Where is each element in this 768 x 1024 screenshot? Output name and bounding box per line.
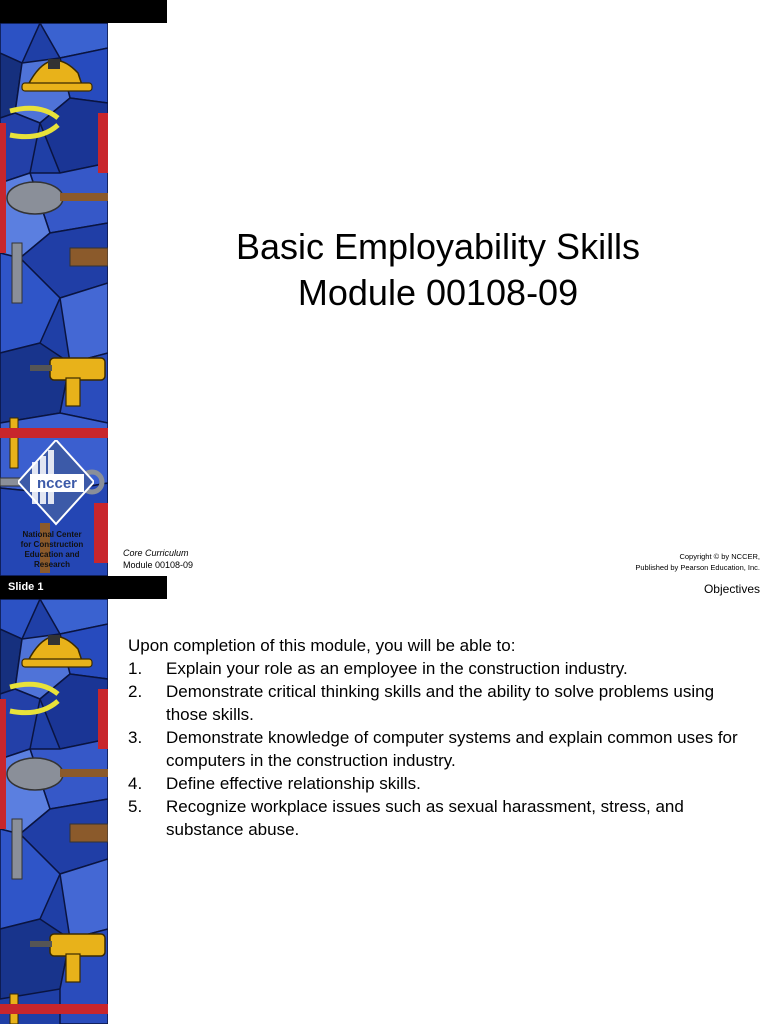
svg-text:nccer: nccer	[36, 475, 78, 492]
objective-number: 5.	[128, 797, 143, 816]
slide-title	[108, 224, 768, 316]
logo-caption-line: Education and	[24, 550, 80, 559]
objectives-list	[128, 657, 738, 841]
objective-item	[128, 795, 738, 841]
logo-caption-line: for Construction	[20, 540, 84, 549]
objective-number: 2.	[128, 682, 143, 701]
copyright-notice	[635, 551, 760, 573]
mosaic-sidebar	[0, 599, 108, 1024]
slide-header-bar	[0, 576, 167, 599]
objective-number: 1.	[128, 659, 143, 678]
section-label: Objectives	[703, 582, 760, 596]
title-line-2: Module 00108-09	[297, 272, 579, 313]
objective-text: Define effective relationship skills.	[166, 774, 421, 793]
objective-item	[128, 772, 738, 795]
objective-item	[128, 657, 738, 680]
course-name: Core Curriculum	[123, 548, 189, 558]
objective-item	[128, 680, 738, 726]
objective-text: Explain your role as an employee in the construction industry.	[166, 659, 628, 678]
logo-caption	[4, 530, 100, 570]
objectives-intro: Upon completion of this module, you will be able to:	[128, 636, 516, 655]
copyright-line-1: Copyright © by NCCER,	[679, 552, 760, 561]
copyright-line-2: Published by Pearson Education, Inc.	[635, 563, 760, 572]
logo-caption-line: National Center	[22, 530, 82, 539]
objectives-slide	[0, 576, 768, 1024]
objective-number: 3.	[128, 728, 143, 747]
logo-caption-line: Research	[33, 560, 71, 569]
objective-text: Demonstrate knowledge of computer systems and explain common uses for computers in the construction industry.	[166, 728, 738, 770]
objective-number: 4.	[128, 774, 143, 793]
slide-number: Slide 1	[8, 581, 44, 593]
footer-course-info	[123, 547, 193, 571]
objective-text: Recognize workplace issues such as sexual harassment, stress, and substance abuse.	[166, 797, 684, 839]
objective-item	[128, 726, 738, 772]
module-number: Module 00108-09	[123, 560, 194, 570]
nccer-logo	[18, 440, 94, 535]
slide-header-bar	[0, 0, 167, 23]
title-line-1: Basic Employability Skills	[235, 226, 641, 267]
objective-text: Demonstrate critical thinking skills and the ability to solve problems using those skills.	[166, 682, 715, 724]
